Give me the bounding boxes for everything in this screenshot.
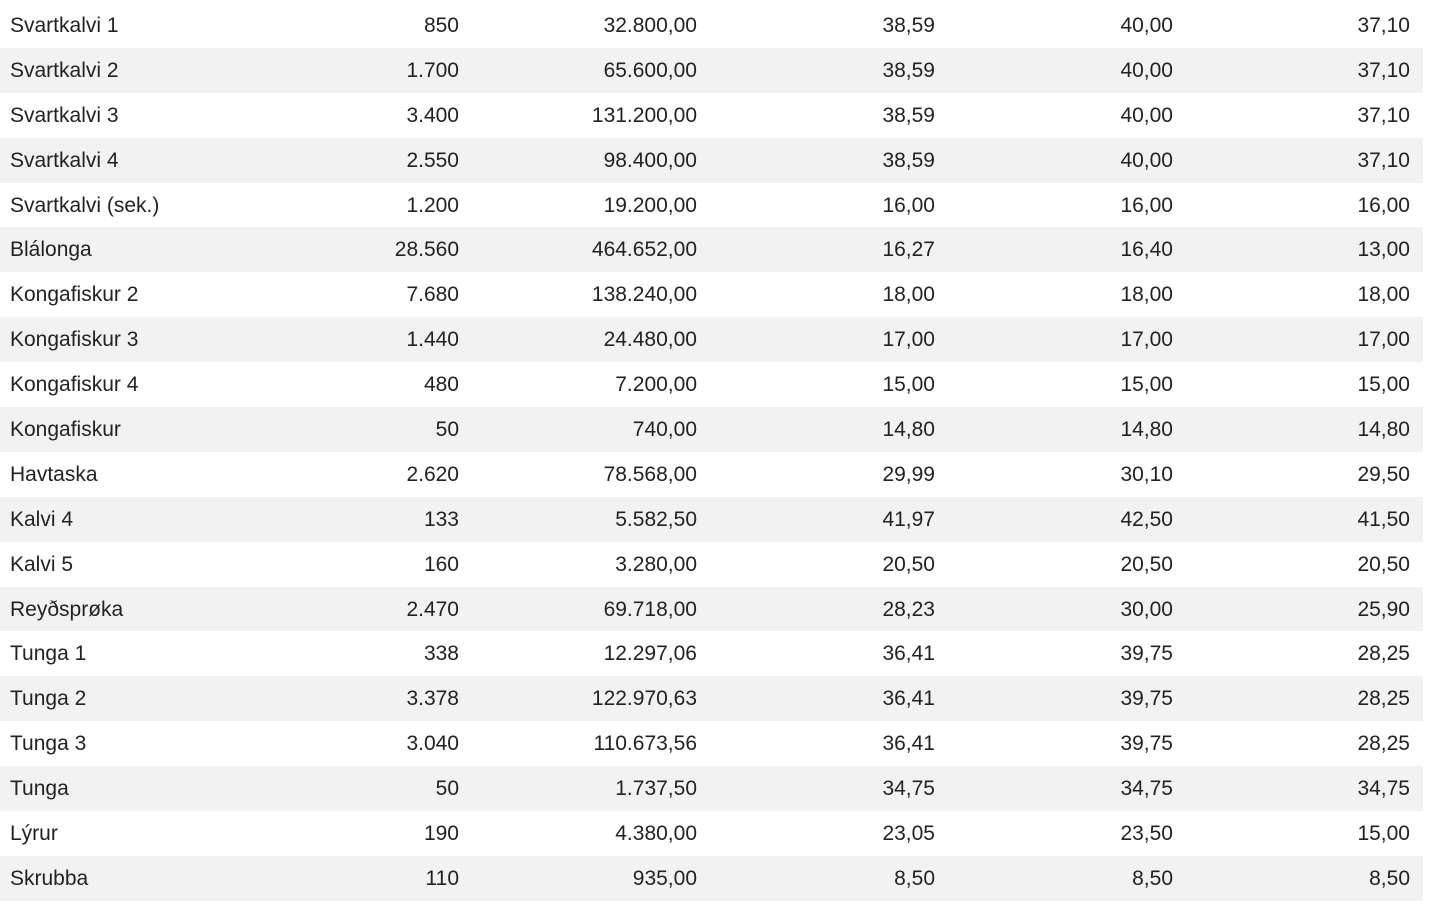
cell-species: Skrubba (10, 866, 89, 890)
cell-species: Tunga (10, 777, 69, 801)
cell-avg-price: 38,59 (882, 148, 935, 172)
cell-quantity: 1.200 (406, 193, 459, 217)
price-table-body (0, 3, 1423, 901)
cell-species: Kongafiskur 3 (10, 328, 139, 352)
cell-avg-price: 38,59 (882, 58, 935, 82)
cell-max-price: 42,50 (1120, 507, 1173, 531)
cell-max-price: 18,00 (1120, 283, 1173, 307)
cell-value: 32.800,00 (603, 13, 697, 37)
cell-value: 69.718,00 (603, 597, 697, 621)
cell-max-price: 39,75 (1120, 687, 1173, 711)
cell-value: 5.582,50 (615, 507, 697, 531)
cell-value: 110.673,56 (593, 732, 697, 756)
table-row (0, 631, 1423, 676)
cell-max-price: 39,75 (1120, 642, 1173, 666)
cell-avg-price: 20,50 (882, 552, 935, 576)
cell-value: 65.600,00 (603, 58, 697, 82)
cell-species: Kongafiskur 2 (10, 283, 139, 307)
cell-min-price: 34,75 (1357, 777, 1410, 801)
cell-max-price: 20,50 (1120, 552, 1173, 576)
cell-value: 131.200,00 (591, 103, 697, 127)
cell-min-price: 37,10 (1357, 103, 1410, 127)
cell-value: 12.297,06 (603, 642, 697, 666)
cell-max-price: 40,00 (1120, 58, 1173, 82)
table-row (0, 811, 1423, 856)
cell-quantity: 28.560 (394, 238, 459, 262)
cell-avg-price: 15,00 (882, 373, 935, 397)
cell-min-price: 17,00 (1357, 328, 1410, 352)
cell-quantity: 850 (423, 13, 459, 37)
cell-value: 122.970,63 (591, 687, 697, 711)
price-table (0, 3, 1423, 901)
cell-quantity: 3.378 (406, 687, 459, 711)
cell-min-price: 18,00 (1357, 283, 1410, 307)
cell-max-price: 40,00 (1120, 103, 1173, 127)
cell-quantity: 2.550 (406, 148, 459, 172)
cell-max-price: 16,40 (1120, 238, 1173, 262)
cell-min-price: 20,50 (1357, 552, 1410, 576)
table-row (0, 3, 1423, 48)
cell-min-price: 15,00 (1357, 373, 1410, 397)
cell-quantity: 50 (435, 417, 459, 441)
table-row (0, 93, 1423, 138)
cell-max-price: 15,00 (1120, 373, 1173, 397)
table-row (0, 856, 1423, 901)
cell-quantity: 160 (423, 552, 459, 576)
cell-quantity: 3.040 (406, 732, 459, 756)
cell-max-price: 16,00 (1120, 193, 1173, 217)
cell-quantity: 2.620 (406, 462, 459, 486)
cell-species: Svartkalvi 2 (10, 58, 119, 82)
cell-species: Tunga 2 (10, 687, 87, 711)
table-row (0, 183, 1423, 228)
cell-min-price: 8,50 (1369, 866, 1410, 890)
cell-species: Svartkalvi 3 (10, 103, 119, 127)
cell-quantity: 133 (423, 507, 459, 531)
cell-avg-price: 36,41 (882, 642, 935, 666)
cell-value: 7.200,00 (615, 373, 697, 397)
cell-value: 740,00 (632, 417, 697, 441)
cell-species: Svartkalvi 4 (10, 148, 119, 172)
table-row (0, 497, 1423, 542)
cell-avg-price: 14,80 (882, 417, 935, 441)
price-table-container (0, 3, 1423, 901)
table-row (0, 138, 1423, 183)
cell-species: Tunga 3 (10, 732, 87, 756)
table-row (0, 452, 1423, 497)
table-row (0, 766, 1423, 811)
cell-max-price: 34,75 (1120, 777, 1173, 801)
table-row (0, 542, 1423, 587)
cell-value: 935,00 (632, 866, 697, 890)
cell-max-price: 30,00 (1120, 597, 1173, 621)
table-row (0, 272, 1423, 317)
cell-value: 24.480,00 (603, 328, 697, 352)
cell-avg-price: 16,00 (882, 193, 935, 217)
cell-species: Blálonga (10, 238, 92, 262)
cell-value: 19.200,00 (603, 193, 697, 217)
cell-quantity: 338 (423, 642, 459, 666)
cell-value: 138.240,00 (591, 283, 697, 307)
cell-min-price: 13,00 (1357, 238, 1410, 262)
cell-species: Kalvi 5 (10, 552, 74, 576)
cell-min-price: 41,50 (1357, 507, 1410, 531)
cell-max-price: 40,00 (1120, 148, 1173, 172)
cell-avg-price: 36,41 (882, 732, 935, 756)
cell-max-price: 17,00 (1120, 328, 1173, 352)
cell-max-price: 14,80 (1120, 417, 1173, 441)
cell-quantity: 110 (425, 866, 459, 890)
cell-min-price: 16,00 (1357, 193, 1410, 217)
cell-value: 4.380,00 (615, 821, 697, 845)
cell-species: Svartkalvi 1 (10, 13, 119, 37)
cell-quantity: 2.470 (406, 597, 459, 621)
cell-species: Havtaska (10, 462, 98, 486)
cell-species: Reyðsprøka (10, 597, 124, 621)
cell-avg-price: 41,97 (882, 507, 935, 531)
cell-species: Svartkalvi (sek.) (10, 193, 160, 217)
cell-min-price: 37,10 (1357, 13, 1410, 37)
cell-max-price: 39,75 (1120, 732, 1173, 756)
cell-avg-price: 38,59 (882, 103, 935, 127)
cell-avg-price: 16,27 (882, 238, 935, 262)
cell-avg-price: 18,00 (882, 283, 935, 307)
cell-value: 1.737,50 (615, 777, 697, 801)
cell-avg-price: 8,50 (894, 866, 935, 890)
cell-min-price: 28,25 (1357, 732, 1410, 756)
cell-value: 464.652,00 (591, 238, 697, 262)
cell-max-price: 40,00 (1120, 13, 1173, 37)
cell-max-price: 8,50 (1132, 866, 1173, 890)
cell-value: 3.280,00 (615, 552, 697, 576)
cell-avg-price: 38,59 (882, 13, 935, 37)
table-row (0, 721, 1423, 766)
cell-max-price: 30,10 (1120, 462, 1173, 486)
table-row (0, 362, 1423, 407)
cell-min-price: 25,90 (1357, 597, 1410, 621)
table-row (0, 48, 1423, 93)
cell-quantity: 7.680 (406, 283, 459, 307)
cell-avg-price: 29,99 (882, 462, 935, 486)
cell-avg-price: 36,41 (882, 687, 935, 711)
cell-min-price: 37,10 (1357, 148, 1410, 172)
table-row (0, 227, 1423, 272)
cell-species: Tunga 1 (10, 642, 87, 666)
cell-min-price: 29,50 (1357, 462, 1410, 486)
table-row (0, 676, 1423, 721)
cell-species: Kongafiskur 4 (10, 373, 139, 397)
cell-avg-price: 23,05 (882, 821, 935, 845)
cell-quantity: 1.700 (406, 58, 459, 82)
table-row (0, 407, 1423, 452)
cell-min-price: 28,25 (1357, 642, 1410, 666)
cell-species: Lýrur (10, 821, 58, 845)
cell-quantity: 190 (423, 821, 459, 845)
cell-avg-price: 34,75 (882, 777, 935, 801)
cell-value: 98.400,00 (603, 148, 697, 172)
cell-quantity: 1.440 (406, 328, 459, 352)
cell-min-price: 37,10 (1357, 58, 1410, 82)
cell-quantity: 3.400 (406, 103, 459, 127)
table-row (0, 587, 1423, 632)
cell-min-price: 15,00 (1357, 821, 1410, 845)
cell-value: 78.568,00 (603, 462, 697, 486)
cell-species: Kongafiskur (10, 417, 121, 441)
cell-quantity: 50 (435, 777, 459, 801)
cell-min-price: 14,80 (1357, 417, 1410, 441)
cell-species: Kalvi 4 (10, 507, 74, 531)
cell-avg-price: 17,00 (882, 328, 935, 352)
cell-max-price: 23,50 (1120, 821, 1173, 845)
table-row (0, 317, 1423, 362)
cell-quantity: 480 (423, 373, 459, 397)
cell-min-price: 28,25 (1357, 687, 1410, 711)
cell-avg-price: 28,23 (882, 597, 935, 621)
